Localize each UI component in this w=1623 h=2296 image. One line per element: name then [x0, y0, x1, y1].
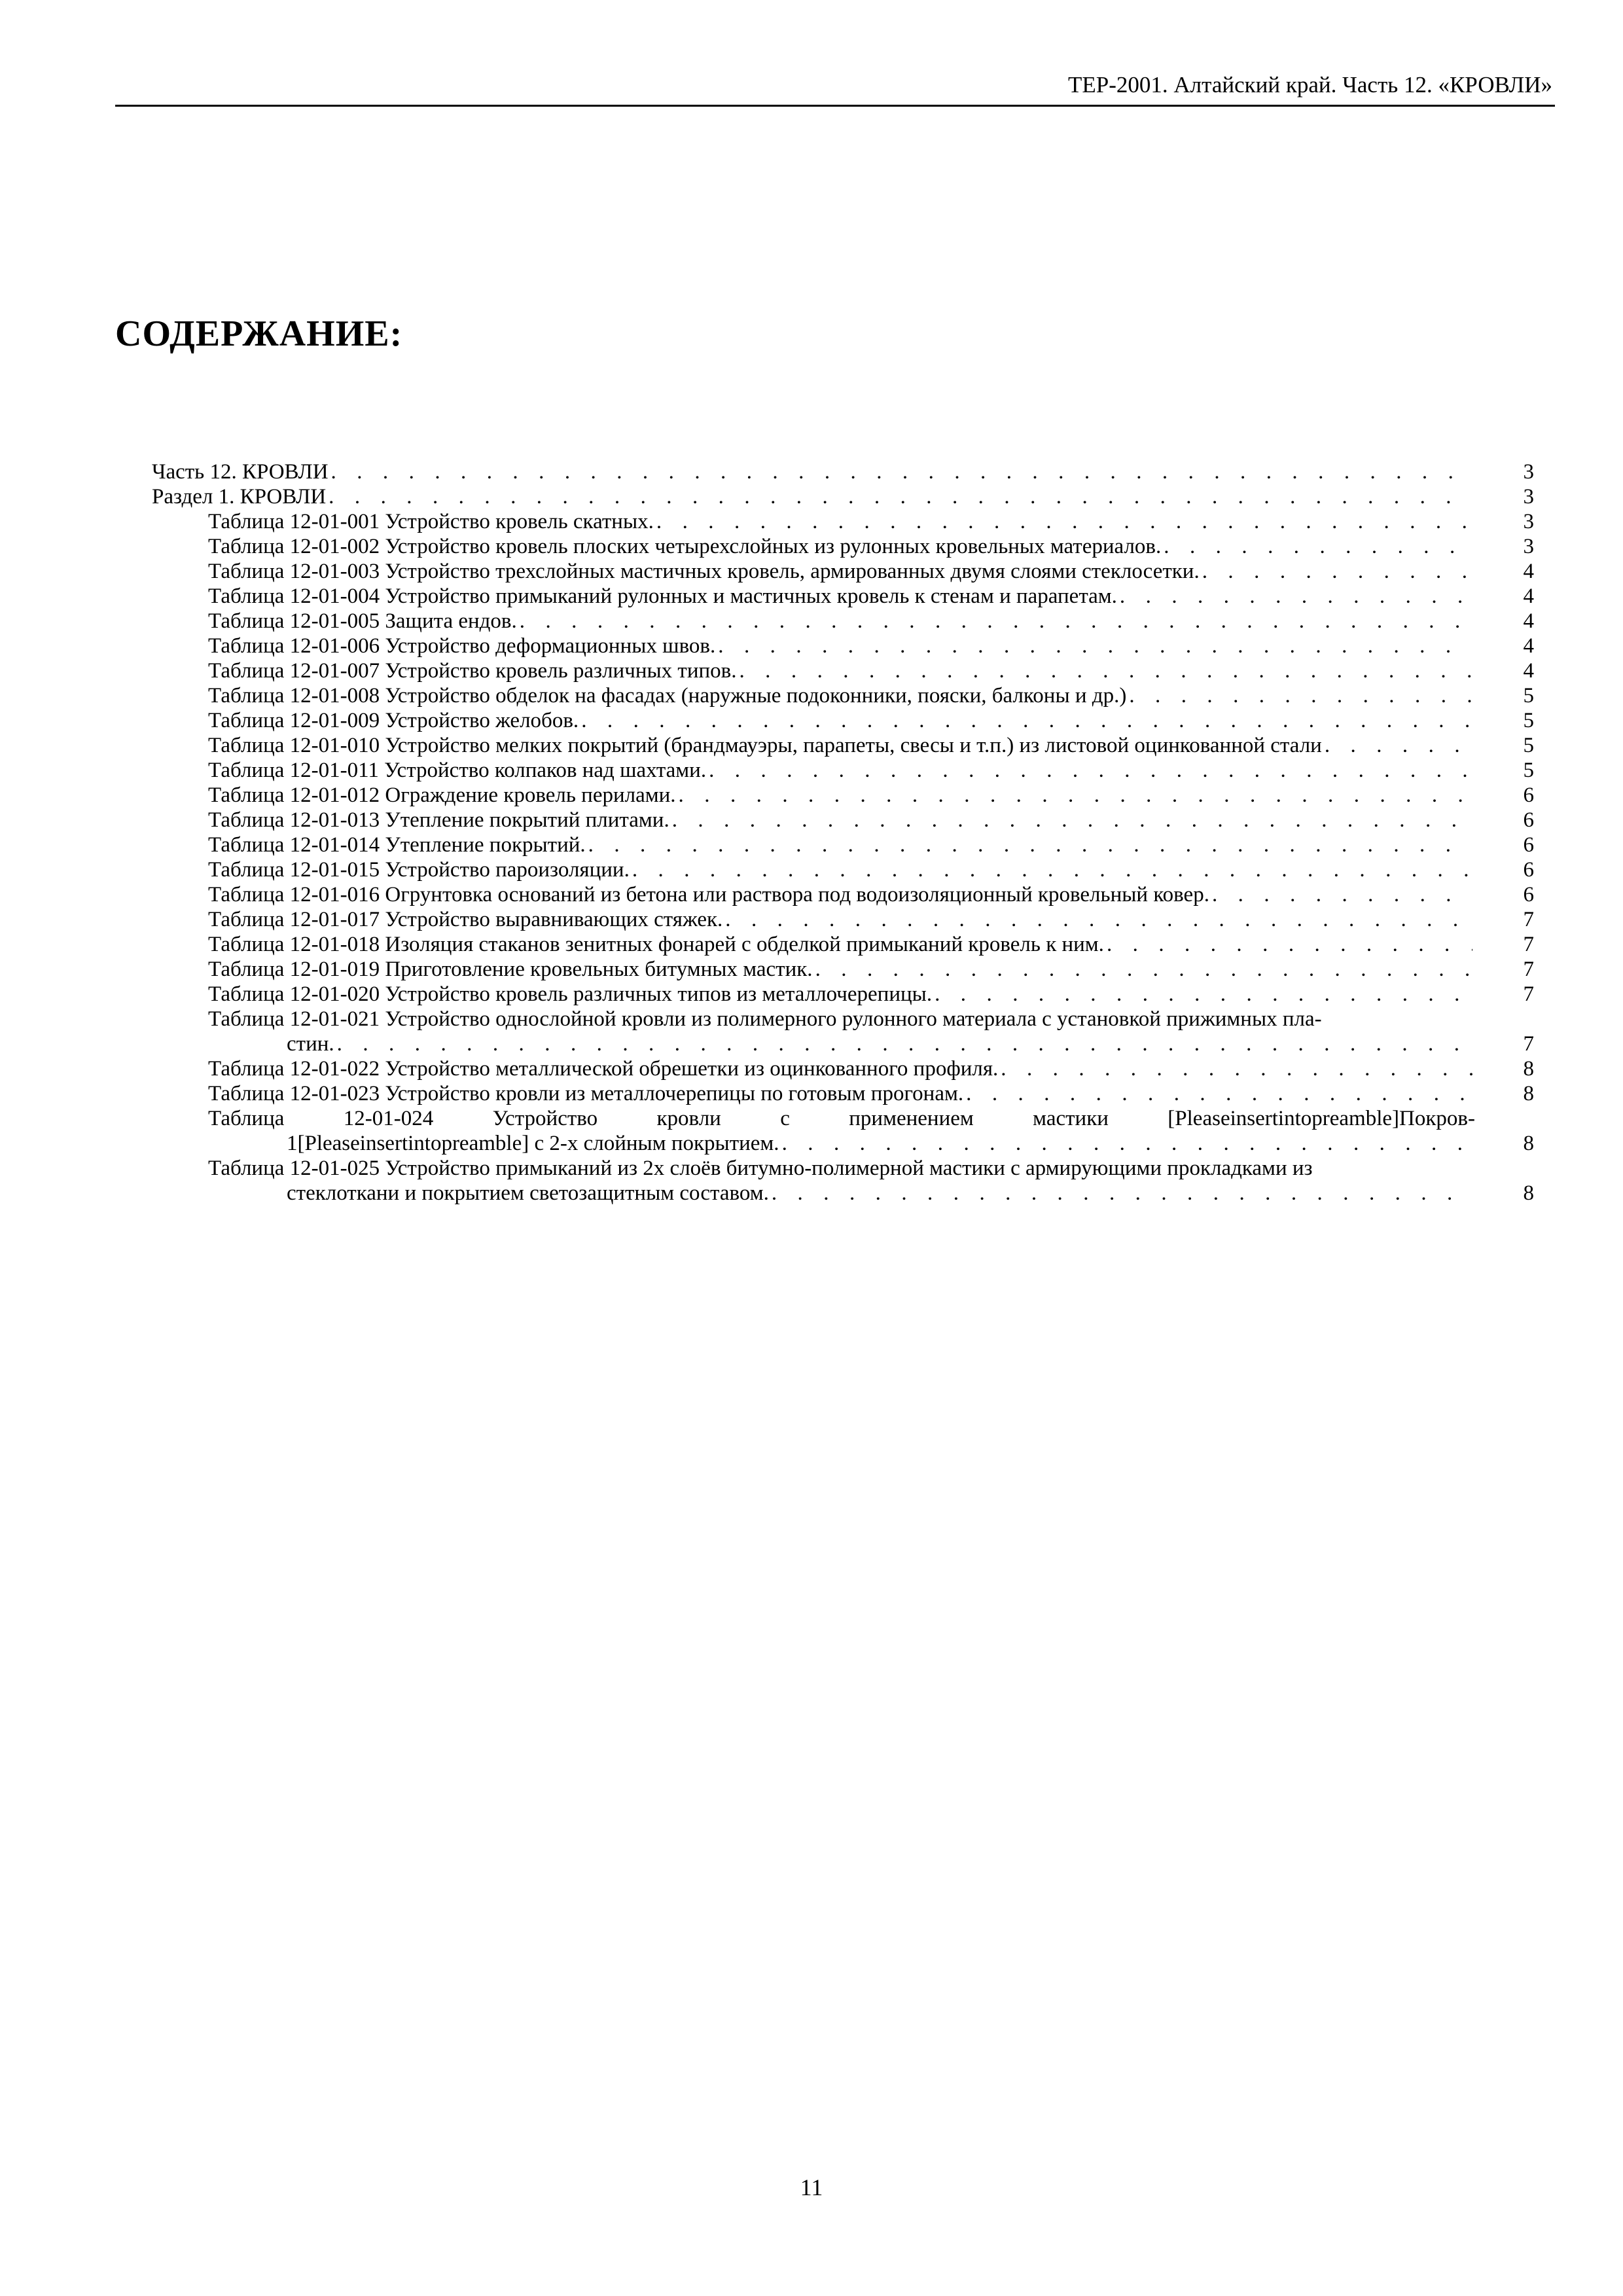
- toc-page-number: 6: [1523, 783, 1534, 807]
- header-rule: [115, 105, 1555, 107]
- toc-entry-text: Таблица 12-01-021 Устройство однослойной кровли из полимерного рулонного материала с установкой прижимных пла-: [208, 1007, 1322, 1031]
- toc-entry[interactable]: [152, 758, 1534, 783]
- toc-dot-leader: [329, 484, 1472, 509]
- toc-page-number: 4: [1523, 560, 1534, 583]
- toc-entry-line: [208, 584, 1534, 609]
- toc-dot-leader: [672, 808, 1472, 833]
- toc-entry[interactable]: [152, 509, 1534, 534]
- toc-entry-line: [208, 957, 1534, 982]
- toc-page-number: 6: [1523, 883, 1534, 906]
- toc-entry[interactable]: [152, 459, 1534, 484]
- toc-entry-line: [208, 833, 1534, 857]
- running-title: ТЕР-2001. Алтайский край. Часть 12. «КРОВЛИ»: [1068, 72, 1552, 98]
- toc-title: СОДЕРЖАНИЕ:: [115, 314, 403, 354]
- toc-dot-leader: [718, 634, 1472, 658]
- toc-page-number: 5: [1523, 759, 1534, 782]
- toc-entry-line: [208, 1156, 1534, 1181]
- toc-page-number: 4: [1523, 659, 1534, 683]
- toc-entry[interactable]: [152, 1081, 1534, 1106]
- toc-page-number: 6: [1523, 858, 1534, 882]
- toc-entry[interactable]: [152, 783, 1534, 808]
- toc-dot-leader: [966, 1081, 1472, 1106]
- toc-entry-text: Таблица 12-01-004 Устройство примыканий рулонных и мастичных кровель к стенам и парапетам.: [208, 584, 1117, 608]
- toc-page-number: 4: [1523, 634, 1534, 658]
- toc-entry-text: Таблица 12-01-016 Огрунтовка оснований из бетона или раствора под водоизоляционный кровельный ковер.: [208, 883, 1209, 906]
- toc-entry[interactable]: [152, 634, 1534, 658]
- toc-entry[interactable]: [152, 808, 1534, 833]
- toc-entry-text: Таблица 12-01-025 Устройство примыканий из 2х слоёв битумно-полимерной мастики с армирующими прокладками из: [208, 1157, 1313, 1180]
- toc-entry-line: [208, 509, 1534, 534]
- toc-entry[interactable]: [152, 584, 1534, 609]
- toc-entry-text: Таблица 12-01-009 Устройство желобов.: [208, 709, 579, 732]
- toc-entry-text: Таблица 12-01-008 Устройство обделок на фасадах (наружные подоконники, пояски, балконы и др.): [208, 684, 1127, 708]
- toc-dot-leader: [739, 658, 1472, 683]
- toc-entry-line: [208, 982, 1534, 1007]
- toc-entry-text: Таблица 12-01-007 Устройство кровель различных типов.: [208, 659, 737, 683]
- toc-entry-text: Таблица 12-01-003 Устройство трехслойных мастичных кровель, армированных двумя слоями стеклосетки.: [208, 560, 1200, 583]
- toc-entry[interactable]: [152, 658, 1534, 683]
- toc-entry-line: [208, 1007, 1534, 1031]
- toc-entry-line: [208, 683, 1534, 708]
- toc-entry-line: [208, 882, 1534, 907]
- toc-entry-text: стеклоткани и покрытием светозащитным составом.: [287, 1181, 769, 1205]
- toc-dot-leader: [679, 783, 1472, 808]
- toc-entry-text: 1[Pleaseinsertintopreamble] с 2-х слойным покрытием.: [287, 1132, 779, 1155]
- toc-entry-text: Таблица 12-01-013 Утепление покрытий плитами.: [208, 808, 669, 832]
- toc-entry-line: [208, 658, 1534, 683]
- toc-page-number: 7: [1523, 908, 1534, 931]
- toc-entry-line: [208, 1131, 1534, 1156]
- toc-page-number: 5: [1523, 684, 1534, 708]
- toc-dot-leader: [337, 1031, 1472, 1056]
- toc-dot-leader: [725, 907, 1472, 932]
- toc-entry[interactable]: [152, 1156, 1534, 1206]
- toc-entry-line: [208, 534, 1534, 559]
- toc-entry[interactable]: [152, 982, 1534, 1007]
- page-number: 11: [800, 2174, 823, 2200]
- toc-dot-leader: [772, 1181, 1472, 1206]
- toc-entry-text: Таблица 12-01-017 Устройство выравнивающих стяжек.: [208, 908, 723, 931]
- toc-entry-line: [208, 559, 1534, 584]
- toc-entry[interactable]: [152, 907, 1534, 932]
- toc-page-number: 8: [1523, 1181, 1534, 1205]
- toc-entry-text: Таблица 12-01-020 Устройство кровель различных типов из металлочерепицы.: [208, 982, 933, 1006]
- toc-entry[interactable]: [152, 833, 1534, 857]
- toc-entry-line: [152, 459, 1534, 484]
- toc-dot-leader: [1325, 733, 1472, 758]
- toc-entry[interactable]: [152, 708, 1534, 733]
- toc-entry[interactable]: [152, 733, 1534, 758]
- toc-page-number: 6: [1523, 808, 1534, 832]
- toc-entry[interactable]: [152, 609, 1534, 634]
- toc-dot-leader: [632, 857, 1472, 882]
- toc-dot-leader: [581, 708, 1472, 733]
- toc-entry[interactable]: [152, 857, 1534, 882]
- toc-dot-leader: [1202, 559, 1472, 584]
- toc-dot-leader: [709, 758, 1472, 783]
- toc-entry[interactable]: [152, 484, 1534, 509]
- toc-dot-leader: [588, 833, 1472, 857]
- toc-entry-line: [208, 907, 1534, 932]
- toc-page-number: 3: [1523, 535, 1534, 558]
- toc-entry-line: [208, 932, 1534, 957]
- toc-dot-leader: [1107, 932, 1472, 957]
- toc-entry-line: [152, 484, 1534, 509]
- toc-entry[interactable]: [152, 932, 1534, 957]
- toc-entry-line: [208, 783, 1534, 808]
- toc-page-number: 8: [1523, 1057, 1534, 1081]
- toc-entry[interactable]: [152, 559, 1534, 584]
- toc-entry-text: Таблица 12-01-012 Ограждение кровель перилами.: [208, 783, 676, 807]
- toc-entry[interactable]: [152, 534, 1534, 559]
- toc-entry-line: [208, 1031, 1534, 1056]
- toc-entry-text: Таблица 12-01-024 Устройство кровли с применением мастики [Pleaseinsertintopreamble]Покров-: [208, 1107, 1475, 1130]
- toc-entry-line: [208, 609, 1534, 634]
- toc-entry-text: Таблица 12-01-014 Утепление покрытий.: [208, 833, 586, 857]
- toc-entry-text: Таблица 12-01-011 Устройство колпаков над шахтами.: [208, 759, 707, 782]
- toc-page-number: 6: [1523, 833, 1534, 857]
- toc-page-number: 8: [1523, 1132, 1534, 1155]
- toc-entry-line: [208, 1056, 1534, 1081]
- toc-page-number: 3: [1523, 485, 1534, 509]
- toc-dot-leader: [656, 509, 1472, 534]
- toc-entry-text: Раздел 1. КРОВЛИ: [152, 485, 327, 509]
- toc-entry[interactable]: [152, 1007, 1534, 1056]
- toc-entry-text: стин.: [287, 1032, 334, 1056]
- toc-entry-text: Таблица 12-01-023 Устройство кровли из металлочерепицы по готовым прогонам.: [208, 1082, 964, 1105]
- toc-entry-line: [208, 733, 1534, 758]
- toc-page-number: 7: [1523, 1032, 1534, 1056]
- toc-dot-leader: [1212, 882, 1472, 907]
- toc-entry-text: Таблица 12-01-019 Приготовление кровельных битумных мастик.: [208, 958, 813, 981]
- toc-entry-text: Таблица 12-01-006 Устройство деформационных швов.: [208, 634, 716, 658]
- toc-dot-leader: [1164, 534, 1472, 559]
- toc-dot-leader: [935, 982, 1472, 1007]
- toc-dot-leader: [1001, 1056, 1472, 1081]
- toc-page-number: 4: [1523, 584, 1534, 608]
- toc-entry-text: Таблица 12-01-022 Устройство металлической обрешетки из оцинкованного профиля.: [208, 1057, 999, 1081]
- toc-entry-line: [208, 634, 1534, 658]
- toc-entry-text: Таблица 12-01-001 Устройство кровель скатных.: [208, 510, 654, 533]
- toc-entry-text: Таблица 12-01-010 Устройство мелких покрытий (брандмауэры, парапеты, свесы и т.п.) из листовой оцинкованной стали: [208, 734, 1322, 757]
- toc-entry-line: [208, 1081, 1534, 1106]
- toc-entry-line: [208, 1181, 1534, 1206]
- toc-entry[interactable]: [152, 882, 1534, 907]
- toc-entry-line: [208, 808, 1534, 833]
- toc-dot-leader: [815, 957, 1472, 982]
- toc-entry-text: Таблица 12-01-002 Устройство кровель плоских четырехслойных из рулонных кровельных материалов.: [208, 535, 1162, 558]
- toc-page-number: 4: [1523, 609, 1534, 633]
- toc-dot-leader: [1129, 683, 1472, 708]
- toc-entry-line: [208, 1106, 1534, 1131]
- toc-page-number: 7: [1523, 958, 1534, 981]
- toc-dot-leader: [1120, 584, 1472, 609]
- toc-entry[interactable]: [152, 957, 1534, 982]
- toc-entry-text: Часть 12. КРОВЛИ: [152, 460, 329, 484]
- toc-page-number: 3: [1523, 460, 1534, 484]
- toc-dot-leader: [520, 609, 1472, 634]
- toc-entry[interactable]: [152, 683, 1534, 708]
- toc-dot-leader: [331, 459, 1472, 484]
- toc-entry-line: [208, 708, 1534, 733]
- toc-entry-text: Таблица 12-01-005 Защита ендов.: [208, 609, 517, 633]
- toc-page-number: 5: [1523, 734, 1534, 757]
- toc-entry-text: Таблица 12-01-015 Устройство пароизоляции.: [208, 858, 630, 882]
- toc-page-number: 7: [1523, 933, 1534, 956]
- toc-entry[interactable]: [152, 1106, 1534, 1156]
- toc-entry[interactable]: [152, 1056, 1534, 1081]
- toc-page-number: 3: [1523, 510, 1534, 533]
- toc-page-number: 8: [1523, 1082, 1534, 1105]
- toc-dot-leader: [782, 1131, 1472, 1156]
- table-of-contents: [152, 459, 1534, 1206]
- toc-page-number: 7: [1523, 982, 1534, 1006]
- toc-page-number: 5: [1523, 709, 1534, 732]
- toc-entry-text: Таблица 12-01-018 Изоляция стаканов зенитных фонарей с обделкой примыканий кровель к ним.: [208, 933, 1104, 956]
- toc-entry-line: [208, 758, 1534, 783]
- toc-entry-line: [208, 857, 1534, 882]
